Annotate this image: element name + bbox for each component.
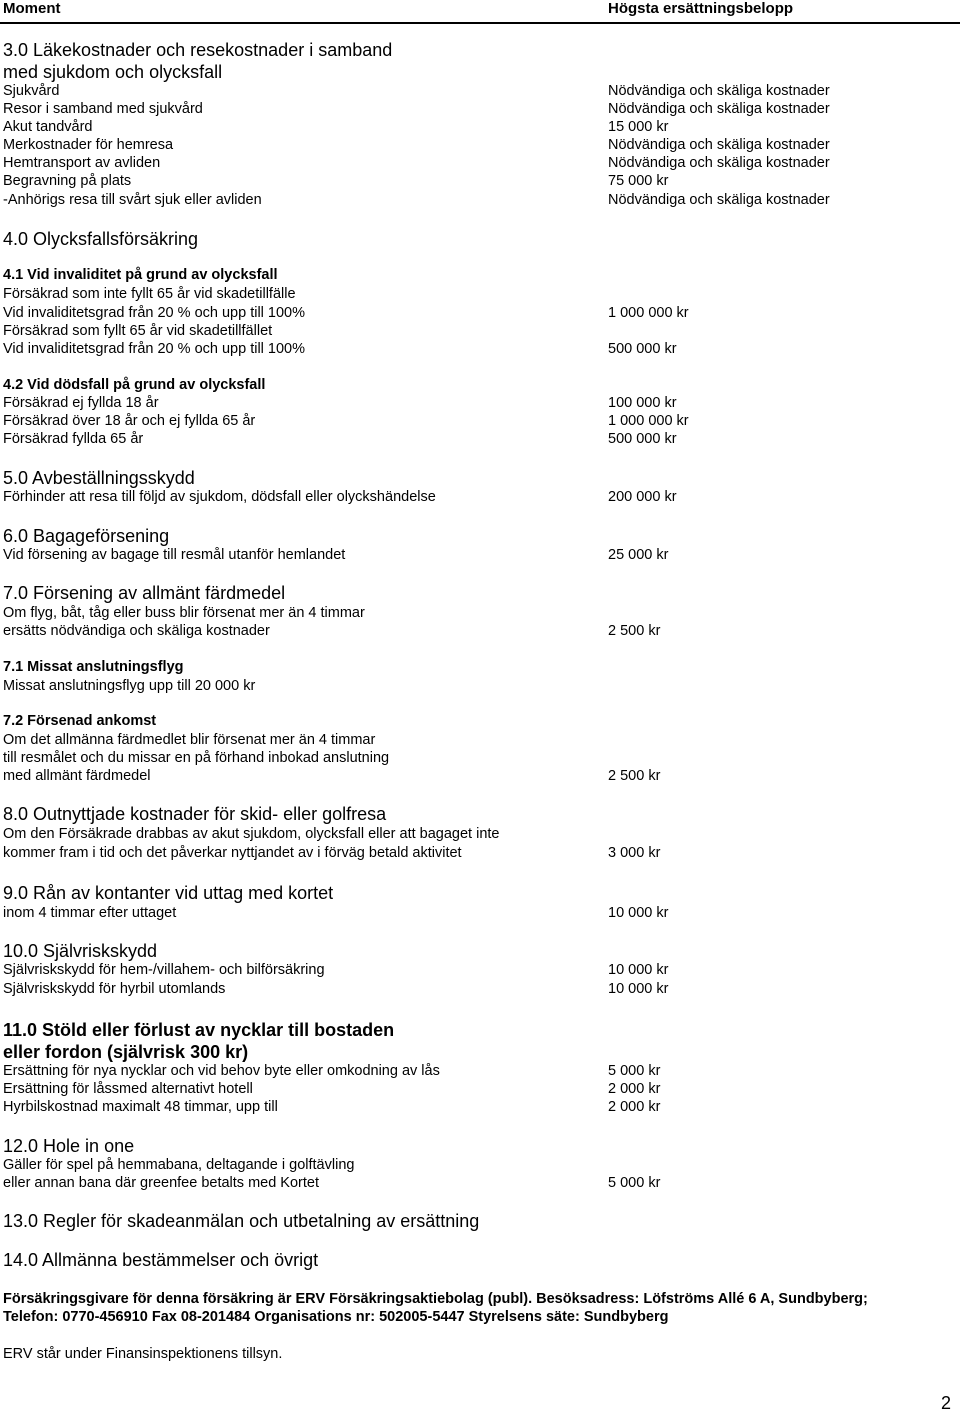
s42-row-label: Försäkrad över 18 år och ej fyllda 65 år (3, 413, 256, 429)
section-13-title: 13.0 Regler för skadeanmälan och utbetalning av ersättning (3, 1211, 480, 1231)
s12-value: 5 000 kr (608, 1175, 661, 1191)
column-header-moment: Moment (3, 0, 61, 17)
section-14-title: 14.0 Allmänna bestämmelser och övrigt (3, 1250, 319, 1270)
s6-text: Vid försening av bagage till resmål utanför hemlandet (3, 547, 346, 563)
section-4-2-title: 4.2 Vid dödsfall på grund av olycksfall (3, 377, 266, 393)
page-number: 2 (941, 1393, 952, 1413)
s3-row-label: -Anhörigs resa till svårt sjuk eller avliden (3, 192, 262, 208)
s3-row-value: 75 000 kr (608, 173, 669, 189)
s42-row-value: 500 000 kr (608, 431, 677, 447)
s3-row-label: Hemtransport av avliden (3, 155, 161, 171)
s3-row-label: Begravning på plats (3, 173, 132, 189)
section-11-title-line2: eller fordon (självrisk 300 kr) (3, 1042, 249, 1062)
s41-value: 1 000 000 kr (608, 305, 689, 321)
s11-row-value: 2 000 kr (608, 1099, 661, 1115)
s8-text: Om den Försäkrade drabbas av akut sjukdom, olycksfall eller att bagaget inte (3, 826, 500, 842)
s72-line: Om det allmänna färdmedlet blir försenat mer än 4 timmar (3, 732, 376, 748)
s41-line: Försäkrad som fyllt 65 år vid skadetillfället (3, 323, 273, 339)
s41-line: Vid invaliditetsgrad från 20 % och upp till 100% (3, 341, 306, 357)
s10-row-label: Självriskskydd för hyrbil utomlands (3, 981, 226, 997)
s72-value: 2 500 kr (608, 768, 661, 784)
s71-text: Missat anslutningsflyg upp till 20 000 kr (3, 678, 256, 694)
s12-text: eller annan bana där greenfee betalts med Kortet (3, 1175, 319, 1191)
s12-text: Gäller för spel på hemmabana, deltagande i golftävling (3, 1157, 355, 1173)
s9-text: inom 4 timmar efter uttaget (3, 905, 177, 921)
s10-row-value: 10 000 kr (608, 962, 669, 978)
s3-row-value: Nödvändiga och skäliga kostnader (608, 137, 830, 153)
section-4-title: 4.0 Olycksfallsförsäkring (3, 229, 199, 249)
s11-row-value: 5 000 kr (608, 1063, 661, 1079)
s3-row-value: Nödvändiga och skäliga kostnader (608, 83, 830, 99)
s11-row-value: 2 000 kr (608, 1081, 661, 1097)
s42-row-value: 1 000 000 kr (608, 413, 689, 429)
section-3-title-line2: med sjukdom och olycksfall (3, 62, 223, 82)
s72-line: med allmänt färdmedel (3, 768, 151, 784)
s42-row-label: Försäkrad ej fyllda 18 år (3, 395, 159, 411)
column-header-max-amount: Högsta ersättningsbelopp (608, 0, 794, 17)
section-4-1-title: 4.1 Vid invaliditet på grund av olycksfall (3, 267, 278, 283)
section-6-title: 6.0 Bagageförsening (3, 526, 170, 546)
s11-row-label: Hyrbilskostnad maximalt 48 timmar, upp till (3, 1099, 278, 1115)
s3-row-value: Nödvändiga och skäliga kostnader (608, 101, 830, 117)
s42-row-value: 100 000 kr (608, 395, 677, 411)
s7-text: Om flyg, båt, tåg eller buss blir försenat mer än 4 timmar (3, 605, 365, 621)
s42-row-label: Försäkrad fyllda 65 år (3, 431, 144, 447)
s9-value: 10 000 kr (608, 905, 669, 921)
footer-insurer-line1: Försäkringsgivare för denna försäkring är ERV Försäkringsaktiebolag (publ). Besöksadress: Löfströms Allé 6 A, Sundbyberg; (3, 1291, 868, 1307)
s41-line: Försäkrad som inte fyllt 65 år vid skadetillfälle (3, 286, 296, 302)
footer-insurer-line2: Telefon: 0770-456910 Fax 08-201484 Organisations nr: 502005-5447 Styrelsens säte: Sundbyberg (3, 1309, 669, 1325)
section-7-2-title: 7.2 Försenad ankomst (3, 713, 157, 729)
s3-row-label: Sjukvård (3, 83, 60, 99)
s41-line: Vid invaliditetsgrad från 20 % och upp till 100% (3, 305, 306, 321)
s3-row-value: Nödvändiga och skäliga kostnader (608, 192, 830, 208)
s7-value: 2 500 kr (608, 623, 661, 639)
section-3-title-line1: 3.0 Läkekostnader och resekostnader i samband (3, 40, 393, 60)
section-11-title-line1: 11.0 Stöld eller förlust av nycklar till bostaden (3, 1020, 395, 1040)
s11-row-label: Ersättning för nya nycklar och vid behov byte eller omkodning av lås (3, 1063, 440, 1079)
section-9-title: 9.0 Rån av kontanter vid uttag med kortet (3, 883, 334, 903)
footer-supervision: ERV står under Finansinspektionens tillsyn. (3, 1346, 283, 1362)
s10-row-label: Självriskskydd för hem-/villahem- och bilförsäkring (3, 962, 325, 978)
section-7-title: 7.0 Försening av allmänt färdmedel (3, 583, 286, 603)
header-divider (0, 22, 960, 24)
s72-line: till resmålet och du missar en på förhand inbokad anslutning (3, 750, 390, 766)
s8-value: 3 000 kr (608, 845, 661, 861)
section-5-title: 5.0 Avbeställningsskydd (3, 468, 195, 488)
s10-row-value: 10 000 kr (608, 981, 669, 997)
s3-row-value: 15 000 kr (608, 119, 669, 135)
s41-value: 500 000 kr (608, 341, 677, 357)
s5-text: Förhinder att resa till följd av sjukdom, dödsfall eller olyckshändelse (3, 489, 436, 505)
s6-value: 25 000 kr (608, 547, 669, 563)
s3-row-label: Merkostnader för hemresa (3, 137, 174, 153)
s8-text: kommer fram i tid och det påverkar nyttjandet av i förväg betald aktivitet (3, 845, 462, 861)
section-12-title: 12.0 Hole in one (3, 1136, 135, 1156)
s3-row-label: Akut tandvård (3, 119, 93, 135)
s5-value: 200 000 kr (608, 489, 677, 505)
section-10-title: 10.0 Självriskskydd (3, 941, 158, 961)
section-7-1-title: 7.1 Missat anslutningsflyg (3, 659, 184, 675)
s3-row-label: Resor i samband med sjukvård (3, 101, 203, 117)
section-8-title: 8.0 Outnyttjade kostnader för skid- eller golfresa (3, 804, 387, 824)
s3-row-value: Nödvändiga och skäliga kostnader (608, 155, 830, 171)
s11-row-label: Ersättning för låssmed alternativt hotell (3, 1081, 253, 1097)
s7-text: ersätts nödvändiga och skäliga kostnader (3, 623, 270, 639)
